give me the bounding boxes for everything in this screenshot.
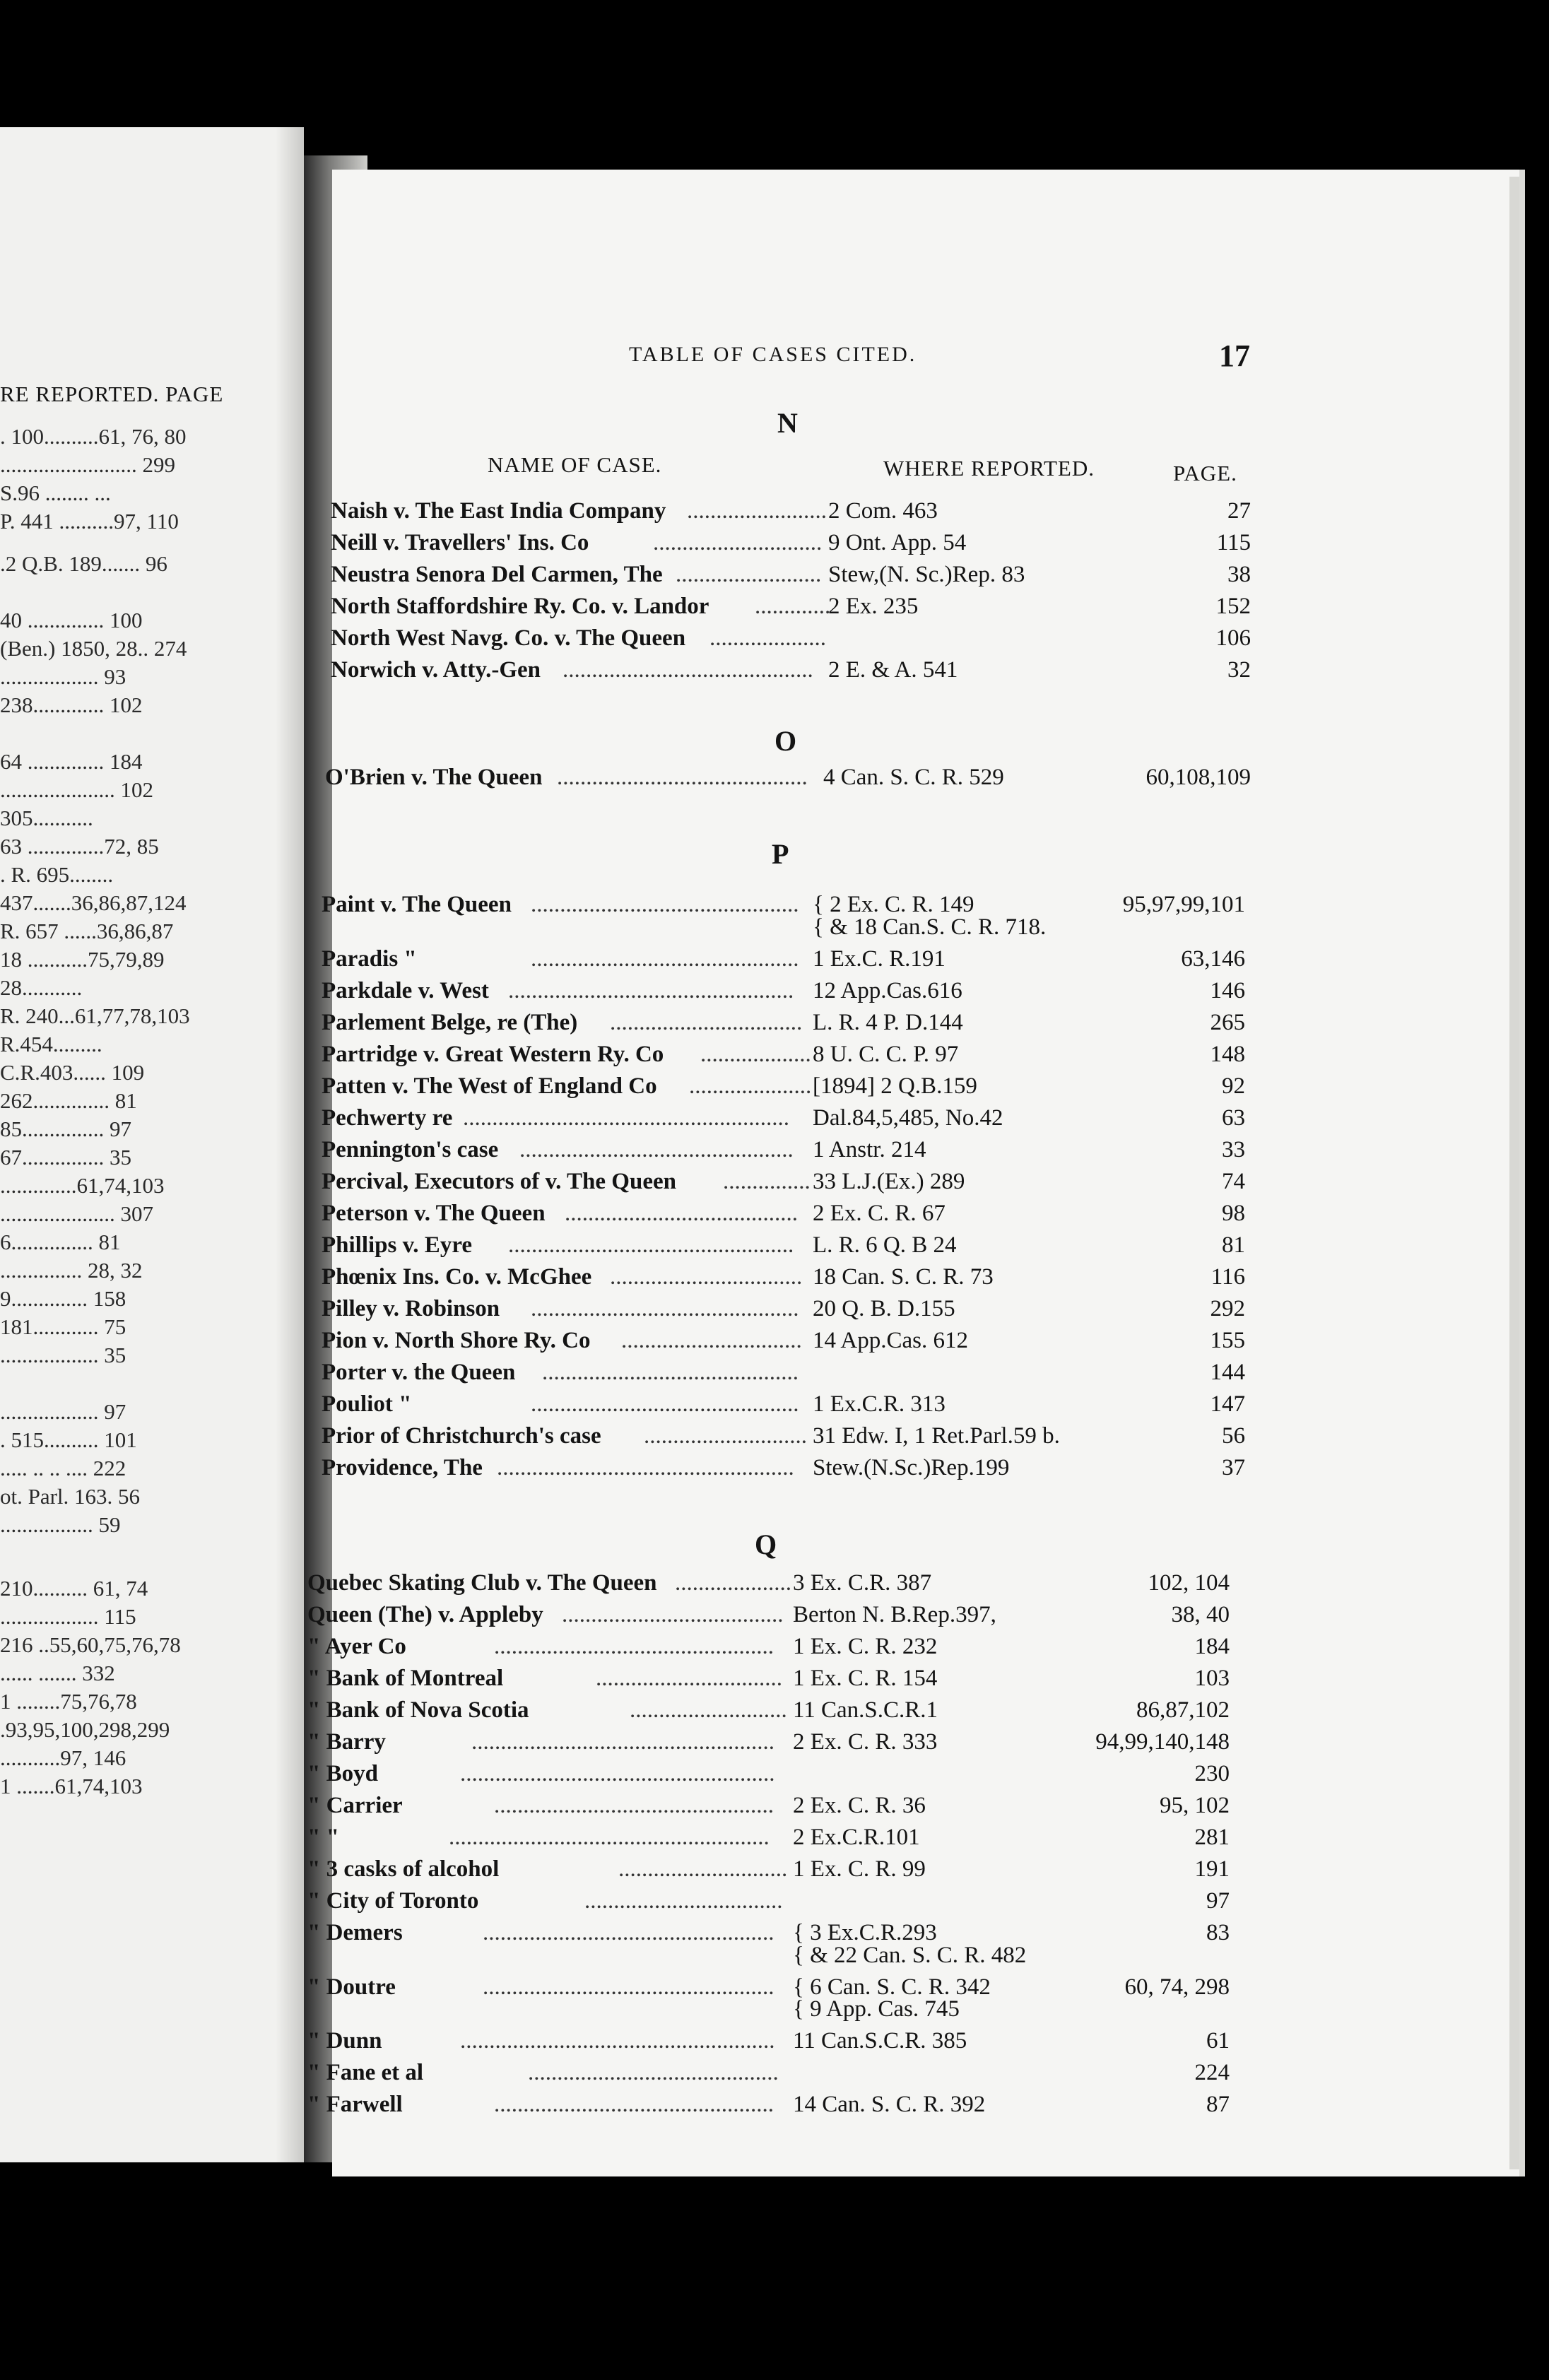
dot-leader: ...................................................... <box>460 2028 775 2054</box>
case-entry <box>0 1264 1549 1295</box>
page-reference: 60,108,109 <box>1145 765 1251 790</box>
dot-leader: ..................... <box>689 1073 812 1099</box>
case-name: Partridge v. Great Western Ry. Co <box>322 1041 664 1067</box>
where-reported: 2 E. & A. 541 <box>828 657 958 683</box>
page-reference: 265 <box>1210 1009 1245 1035</box>
dot-leader: ........................................... <box>557 765 808 790</box>
previous-page-line: 67............... 35 <box>0 1145 131 1170</box>
case-entry-continuation <box>0 914 1549 945</box>
previous-page-line: 216 ..55,60,75,76,78 <box>0 1632 181 1657</box>
previous-page-line: S.96 ........ ... <box>0 481 111 505</box>
page-reference: 95,97,99,101 <box>1122 892 1245 917</box>
case-entry <box>0 1391 1549 1422</box>
case-name: Pouliot " <box>322 1391 412 1417</box>
page-reference: 86,87,102 <box>1136 1697 1230 1723</box>
case-entry <box>0 2092 1549 2123</box>
where-reported-second: { & 18 Can.S. C. R. 718. <box>813 914 1047 940</box>
case-name: Parlement Belge, re (The) <box>322 1009 578 1035</box>
case-name: " " <box>307 1825 339 1850</box>
case-name: Peterson v. The Queen <box>322 1200 546 1226</box>
previous-page-line: 28........... <box>0 975 83 1000</box>
case-entry <box>0 1697 1549 1728</box>
previous-page-line: 40 .............. 100 <box>0 608 143 632</box>
page-reference: 103 <box>1194 1666 1230 1691</box>
previous-page-line: C.R.403...... 109 <box>0 1060 145 1085</box>
where-reported: 31 Edw. I, 1 Ret.Parl.59 b. <box>813 1422 1060 1449</box>
dot-leader: ........................................ <box>565 1200 798 1226</box>
previous-page-line: 6............... 81 <box>0 1230 121 1254</box>
page-reference: 56 <box>1222 1422 1245 1449</box>
page-reference: 191 <box>1194 1856 1230 1882</box>
case-name: O'Brien v. The Queen <box>325 765 543 790</box>
page-reference: 60, 74, 298 <box>1124 1974 1230 2000</box>
case-name: Neill v. Travellers' Ins. Co <box>331 530 589 555</box>
dot-leader: ................................................ <box>494 1634 774 1659</box>
previous-page-line: ..................... 307 <box>0 1201 153 1226</box>
dot-leader: ........................................................ <box>463 1104 789 1131</box>
where-reported: 1 Ex. C. R. 99 <box>793 1856 926 1882</box>
where-reported-second: { & 22 Can. S. C. R. 482 <box>793 1942 1027 1968</box>
dot-leader: ....................................................... <box>449 1825 770 1850</box>
where-reported: 9 Ont. App. 54 <box>828 530 967 555</box>
previous-page-line: .................. 97 <box>0 1399 126 1424</box>
page-reference: 152 <box>1215 594 1251 619</box>
previous-page-line: 305........... <box>0 806 93 830</box>
case-name: " Bank of Montreal <box>307 1666 504 1691</box>
case-entry <box>0 1042 1549 1073</box>
where-reported: 1 Anstr. 214 <box>813 1136 926 1162</box>
where-reported: 4 Can. S. C. R. 529 <box>823 765 1004 790</box>
page-reference: 38 <box>1227 562 1251 587</box>
case-entry <box>0 1634 1549 1665</box>
where-reported: 20 Q. B. D.155 <box>813 1295 955 1321</box>
case-name: Patten v. The West of England Co <box>322 1073 657 1099</box>
case-name: Pennington's case <box>322 1136 499 1162</box>
page-number: 17 <box>1219 338 1250 373</box>
previous-page-line: 262.............. 81 <box>0 1088 137 1113</box>
case-entry <box>0 2028 1549 2059</box>
previous-page-line: 210.......... 61, 74 <box>0 1576 148 1601</box>
previous-page-line: ..... .. .. .... 222 <box>0 1456 126 1480</box>
where-reported: 8 U. C. C. P. 97 <box>813 1041 959 1067</box>
case-entry <box>0 1825 1549 1856</box>
case-entry <box>0 1729 1549 1760</box>
where-reported: 14 Can. S. C. R. 392 <box>793 2092 986 2117</box>
where-reported: 18 Can. S. C. R. 73 <box>813 1263 994 1290</box>
previous-page-line: ............... 28, 32 <box>0 1258 143 1283</box>
case-name: Neustra Senora Del Carmen, The <box>331 562 663 587</box>
dot-leader: ................................................. <box>508 1232 794 1258</box>
page-reference: 61 <box>1206 2028 1230 2054</box>
dot-leader: ......................... <box>676 562 822 587</box>
case-entry <box>0 657 1549 688</box>
case-entry-continuation <box>0 1943 1549 1974</box>
where-reported: 1 Ex. C. R. 232 <box>793 1634 938 1659</box>
case-entry <box>0 1602 1549 1633</box>
where-reported: 2 Ex. C. R. 333 <box>793 1729 938 1755</box>
case-name: " Boyd <box>307 1761 378 1786</box>
dot-leader: .................... <box>675 1570 791 1596</box>
where-reported: 2 Com. 463 <box>828 498 938 524</box>
case-name: Porter v. the Queen <box>322 1359 516 1385</box>
page-reference: 27 <box>1227 498 1251 524</box>
case-name: " Demers <box>307 1920 403 1945</box>
page-reference: 94,99,140,148 <box>1095 1729 1230 1755</box>
section-letter-o: O <box>774 725 797 757</box>
previous-page-line: ................. 59 <box>0 1512 121 1537</box>
dot-leader: ................................. <box>610 1263 803 1290</box>
dot-leader: .............................................. <box>531 945 799 972</box>
page-reference: 81 <box>1222 1232 1245 1258</box>
previous-page-line: . 515.......... 101 <box>0 1427 137 1452</box>
previous-page-line: ...... ....... 332 <box>0 1661 115 1685</box>
case-name: Providence, The <box>322 1454 483 1480</box>
case-name: Pilley v. Robinson <box>322 1295 500 1321</box>
running-head: TABLE OF CASES CITED. <box>629 343 917 366</box>
dot-leader: ................................................ <box>494 2092 774 2117</box>
page-reference: 92 <box>1222 1073 1245 1099</box>
previous-page-line: . 100..........61, 76, 80 <box>0 424 187 449</box>
case-entry <box>0 1073 1549 1104</box>
case-entry <box>0 594 1549 625</box>
dot-leader: .................... <box>709 625 826 651</box>
where-reported: 33 L.J.(Ex.) 289 <box>813 1168 965 1194</box>
case-entry <box>0 1666 1549 1697</box>
previous-page-line: 63 ..............72, 85 <box>0 834 159 859</box>
where-reported: [1894] 2 Q.B.159 <box>813 1073 977 1099</box>
section-letter-p: P <box>772 838 789 870</box>
where-reported: 2 Ex. C. R. 36 <box>793 1793 926 1818</box>
previous-page-line: ......................... 299 <box>0 452 175 477</box>
page-reference: 115 <box>1216 530 1251 555</box>
dot-leader: ........................................... <box>528 2060 779 2085</box>
previous-page-line: ...........97, 146 <box>0 1745 126 1770</box>
dot-leader: ...................................................... <box>460 1761 775 1786</box>
dot-leader: ........................ <box>687 498 827 524</box>
case-name: Norwich v. Atty.-Gen <box>331 657 541 683</box>
previous-page-line: .................. 115 <box>0 1604 136 1629</box>
previous-page-line: R. 657 ......36,86,87 <box>0 919 174 943</box>
where-reported: 12 App.Cas.616 <box>813 977 962 1003</box>
where-reported: 1 Ex.C. R.191 <box>813 945 946 972</box>
case-name: Paint v. The Queen <box>322 892 512 917</box>
page-reference: 37 <box>1222 1454 1245 1480</box>
previous-page-line: .................. 35 <box>0 1343 126 1367</box>
where-reported: 11 Can.S.C.R. 385 <box>793 2028 967 2054</box>
case-name: " Dunn <box>307 2028 382 2054</box>
page-reference: 87 <box>1206 2092 1230 2117</box>
case-name: Queen (The) v. Appleby <box>307 1602 543 1627</box>
dot-leader: ............................................ <box>542 1359 799 1385</box>
case-name: " 3 casks of alcohol <box>307 1856 500 1882</box>
case-name: Pion v. North Shore Ry. Co <box>322 1327 591 1353</box>
case-entry <box>0 498 1549 529</box>
previous-page-line: 437.......36,86,87,124 <box>0 890 187 915</box>
column-header-page: PAGE. <box>1173 461 1237 485</box>
page-reference: 148 <box>1210 1041 1245 1067</box>
case-name: Phœnix Ins. Co. v. McGhee <box>322 1263 592 1290</box>
previous-page-line: 9.............. 158 <box>0 1286 126 1311</box>
case-name: " Carrier <box>307 1793 403 1818</box>
where-reported: 3 Ex. C.R. 387 <box>793 1570 932 1596</box>
page-reference: 224 <box>1194 2060 1230 2085</box>
dot-leader: ................... <box>700 1041 811 1067</box>
dot-leader: .................................. <box>584 1888 783 1914</box>
page-reference: 102, 104 <box>1148 1570 1230 1596</box>
case-entry <box>0 978 1549 1009</box>
case-entry <box>0 946 1549 977</box>
dot-leader: .............................................. <box>531 1391 799 1417</box>
where-reported: L. R. 4 P. D.144 <box>813 1009 963 1035</box>
page-reference: 83 <box>1206 1920 1230 1945</box>
case-entry <box>0 1010 1549 1041</box>
case-name: Naish v. The East India Company <box>331 498 666 524</box>
case-name: " Ayer Co <box>307 1634 406 1659</box>
page-reference: 292 <box>1210 1295 1245 1321</box>
dot-leader: ............................. <box>653 530 823 555</box>
previous-page-line: 238............. 102 <box>0 693 143 717</box>
dot-leader: .............................................. <box>531 1295 799 1321</box>
previous-page-line: . R. 695........ <box>0 862 114 887</box>
case-name: North West Navg. Co. v. The Queen <box>331 625 686 651</box>
where-reported: 14 App.Cas. 612 <box>813 1327 969 1353</box>
where-reported: Stew.(N.Sc.)Rep.199 <box>813 1454 1010 1480</box>
page-reference: 33 <box>1222 1136 1245 1162</box>
dot-leader: ................................................... <box>497 1454 794 1480</box>
dot-leader: .............................................. <box>531 892 799 917</box>
dot-leader: ............................ <box>644 1422 807 1449</box>
where-reported: { 6 Can. S. C. R. 342 <box>793 1974 991 2000</box>
where-reported: 1 Ex.C.R. 313 <box>813 1391 946 1417</box>
previous-page-line: .2 Q.B. 189....... 96 <box>0 551 167 576</box>
dot-leader: ............................. <box>618 1856 788 1882</box>
previous-page-line: ot. Parl. 163. 56 <box>0 1484 141 1509</box>
page-reference: 98 <box>1222 1200 1245 1226</box>
previous-page-line: 64 .............. 184 <box>0 749 143 774</box>
previous-page-line: P. 441 ..........97, 110 <box>0 509 179 534</box>
case-entry <box>0 1793 1549 1824</box>
case-entry <box>0 530 1549 561</box>
case-entry <box>0 1423 1549 1454</box>
page-reference: 106 <box>1215 625 1251 651</box>
case-entry <box>0 1232 1549 1263</box>
case-entry <box>0 1856 1549 1887</box>
dot-leader: ...................................... <box>562 1602 784 1627</box>
case-name: " Barry <box>307 1729 386 1755</box>
case-name: Parkdale v. West <box>322 977 489 1003</box>
page-reference: 32 <box>1227 657 1251 683</box>
previous-page-line: R.454......... <box>0 1032 102 1056</box>
where-reported-second: { 9 App. Cas. 745 <box>793 1996 960 2022</box>
where-reported: { 3 Ex.C.R.293 <box>793 1920 937 1945</box>
dot-leader: ............... <box>723 1168 811 1194</box>
case-entry <box>0 1360 1549 1391</box>
case-entry <box>0 1105 1549 1136</box>
case-name: Pechwerty re <box>322 1104 453 1131</box>
previous-page-line: 1 ........75,76,78 <box>0 1689 137 1714</box>
previous-page-line: ..............61,74,103 <box>0 1173 165 1198</box>
dot-leader: ................................. <box>610 1009 803 1035</box>
page-reference: 63,146 <box>1181 945 1245 972</box>
dot-leader: ............. <box>755 594 831 619</box>
case-entry <box>0 765 1549 796</box>
case-name: Phillips v. Eyre <box>322 1232 473 1258</box>
page-reference: 281 <box>1194 1825 1230 1850</box>
dot-leader: .................................................... <box>471 1729 774 1755</box>
case-entry-continuation <box>0 1996 1549 2027</box>
where-reported: 11 Can.S.C.R.1 <box>793 1697 938 1723</box>
dot-leader: ............................... <box>621 1327 802 1353</box>
where-reported: 2 Ex. C. R. 67 <box>813 1200 946 1226</box>
page-reference: 38, 40 <box>1171 1602 1230 1627</box>
case-entry <box>0 1888 1549 1919</box>
case-name: North Staffordshire Ry. Co. v. Landor <box>331 594 709 619</box>
page-reference: 147 <box>1210 1391 1245 1417</box>
dot-leader: ............................................... <box>519 1136 794 1162</box>
previous-page-line: 1 .......61,74,103 <box>0 1774 143 1798</box>
dot-leader: ................................................. <box>508 977 794 1003</box>
page-reference: 184 <box>1194 1634 1230 1659</box>
previous-page-line: ..................... 102 <box>0 777 153 802</box>
previous-page-column-header: RE REPORTED. PAGE <box>0 382 224 406</box>
case-entry <box>0 1296 1549 1327</box>
previous-page-line: R. 240...61,77,78,103 <box>0 1003 190 1028</box>
case-entry <box>0 1137 1549 1168</box>
where-reported: L. R. 6 Q. B 24 <box>813 1232 957 1258</box>
where-reported: Dal.84,5,485, No.42 <box>813 1104 1003 1131</box>
case-name: " Fane et al <box>307 2060 424 2085</box>
page-reference: 146 <box>1210 977 1245 1003</box>
where-reported: Berton N. B.Rep.397, <box>793 1602 996 1627</box>
where-reported: 2 Ex.C.R.101 <box>793 1825 920 1850</box>
page-reference: 97 <box>1206 1888 1230 1914</box>
case-name: Prior of Christchurch's case <box>322 1422 601 1449</box>
section-letter-q: Q <box>755 1528 777 1560</box>
dot-leader: .................................................. <box>483 1974 774 2000</box>
case-entry <box>0 2060 1549 2091</box>
case-name: " Doutre <box>307 1974 396 2000</box>
dot-leader: ........................... <box>630 1697 787 1723</box>
previous-page-line: .................. 93 <box>0 664 126 689</box>
case-entry <box>0 1455 1549 1486</box>
where-reported: 2 Ex. 235 <box>828 594 919 619</box>
previous-page-line: .93,95,100,298,299 <box>0 1717 170 1742</box>
case-entry <box>0 625 1549 656</box>
case-entry <box>0 1201 1549 1232</box>
dot-leader: ................................ <box>596 1666 782 1691</box>
previous-page-line: 18 ...........75,79,89 <box>0 947 165 972</box>
column-header-where: WHERE REPORTED. <box>883 456 1095 481</box>
case-entry <box>0 1328 1549 1359</box>
where-reported: Stew,(N. Sc.)Rep. 83 <box>828 562 1025 587</box>
previous-page-line: (Ben.) 1850, 28.. 274 <box>0 636 187 661</box>
case-entry <box>0 1570 1549 1601</box>
page-reference: 155 <box>1210 1327 1245 1353</box>
page-reference: 74 <box>1222 1168 1245 1194</box>
previous-page-line: 85............... 97 <box>0 1117 131 1141</box>
page-reference: 230 <box>1194 1761 1230 1786</box>
previous-page-line: 181............ 75 <box>0 1314 126 1339</box>
dot-leader: .................................................. <box>483 1920 774 1945</box>
where-reported: 1 Ex. C. R. 154 <box>793 1666 938 1691</box>
case-name: Percival, Executors of v. The Queen <box>322 1168 676 1194</box>
dot-leader: ........................................... <box>563 657 813 683</box>
case-name: Paradis " <box>322 945 417 972</box>
page-reference: 63 <box>1222 1104 1245 1131</box>
page-reference: 95, 102 <box>1160 1793 1230 1818</box>
where-reported: { 2 Ex. C. R. 149 <box>813 892 974 917</box>
column-header-name: NAME OF CASE. <box>488 452 662 477</box>
case-name: " Bank of Nova Scotia <box>307 1697 529 1723</box>
dot-leader: ................................................ <box>494 1793 774 1818</box>
case-name: Quebec Skating Club v. The Queen <box>307 1570 657 1596</box>
case-entry <box>0 1169 1549 1200</box>
case-name: " City of Toronto <box>307 1888 479 1914</box>
section-letter-n: N <box>777 407 798 439</box>
case-name: " Farwell <box>307 2092 403 2117</box>
case-entry <box>0 562 1549 593</box>
page-reference: 144 <box>1210 1359 1245 1385</box>
case-entry <box>0 1761 1549 1792</box>
page-reference: 116 <box>1211 1263 1245 1290</box>
